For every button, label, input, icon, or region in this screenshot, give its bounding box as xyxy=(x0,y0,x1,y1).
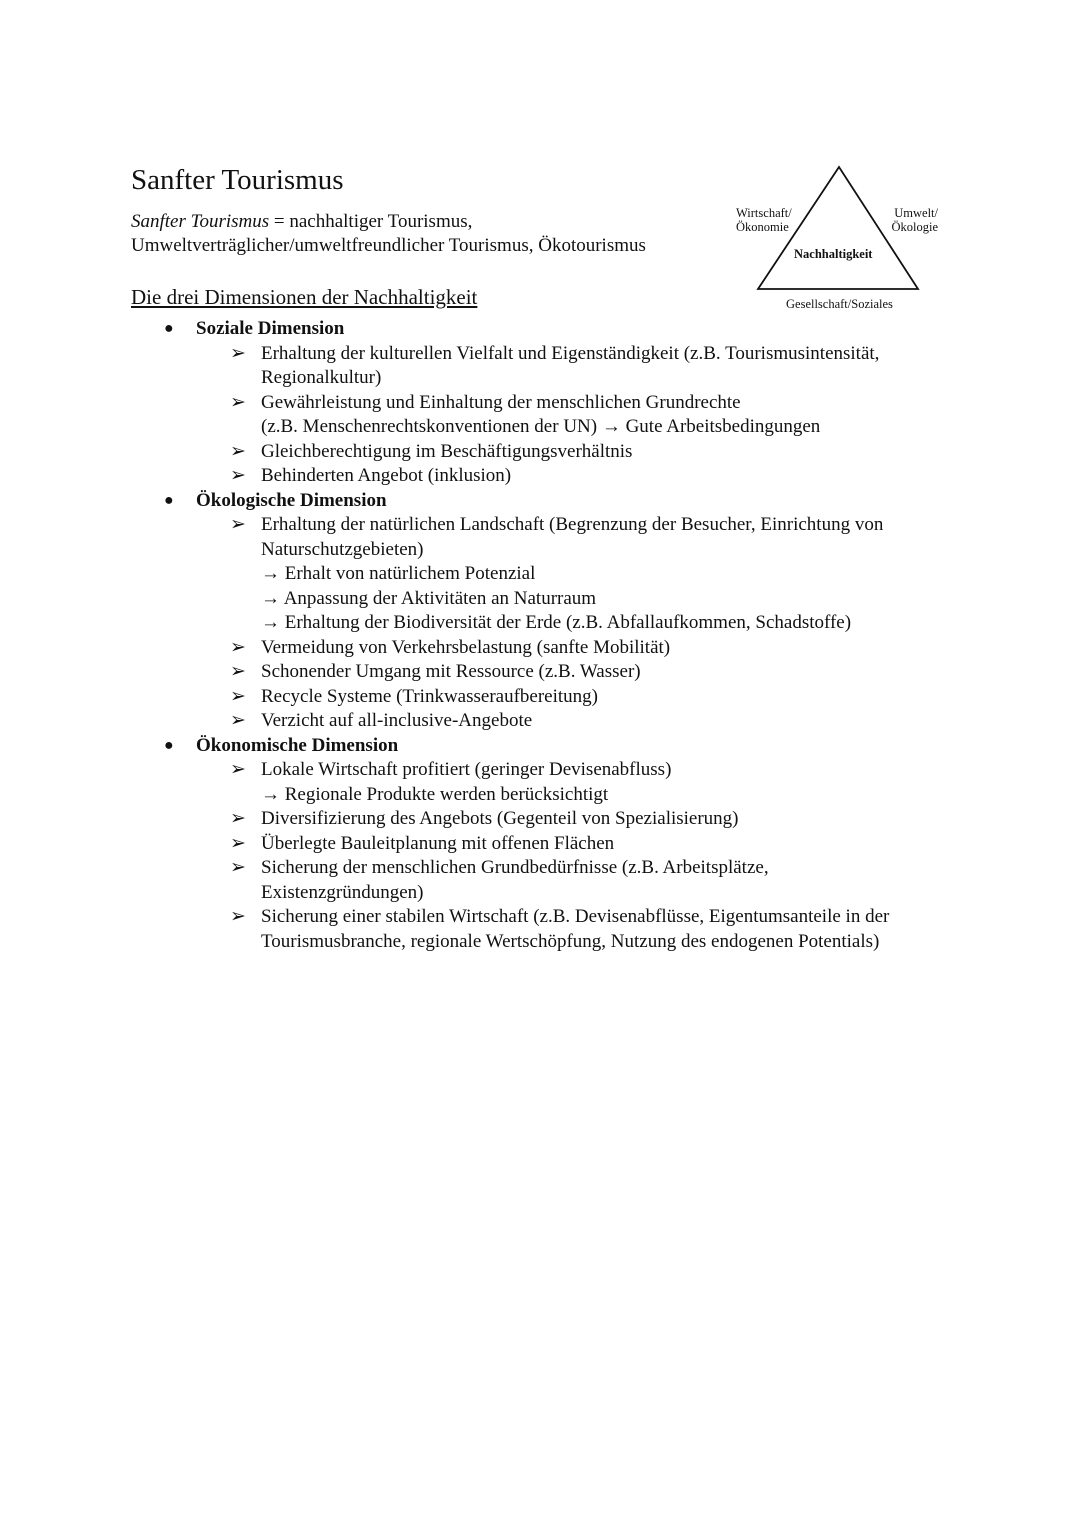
list-item xyxy=(160,440,950,465)
list-item-line: Lokale Wirtschaft profitiert (geringer Devisenabfluss) xyxy=(261,759,672,780)
definition xyxy=(131,210,731,258)
definition-rest: = nachhaltiger Tourismus, xyxy=(269,211,473,232)
triangle-label-economy-line-1: Wirtschaft/ xyxy=(736,206,792,220)
section-heading: Die drei Dimensionen der Nachhaltigkeit xyxy=(131,285,478,309)
arrow-bullet-icon: ➢ xyxy=(230,440,246,462)
dimension-heading xyxy=(160,734,950,759)
list-item xyxy=(160,856,950,905)
arrow-bullet-icon: ➢ xyxy=(230,808,246,829)
sustainability-triangle xyxy=(728,160,948,320)
list-item-line: (z.B. Menschenrechtskonventionen der UN) → Gute Arbeitsbedingungen xyxy=(261,416,821,437)
list-item xyxy=(160,513,950,562)
list-item xyxy=(160,342,950,391)
sub-item: → Anpassung der Aktivitäten an Naturraum xyxy=(261,587,597,609)
list-item-line: Erhaltung der kulturellen Vielfalt und Eigenständigkeit (z.B. Tourismusintensität, xyxy=(261,342,880,364)
list-item xyxy=(160,685,950,710)
list-item-line: Regionalkultur) xyxy=(261,367,382,388)
dimension-heading xyxy=(160,317,950,342)
triangle-label-ecology xyxy=(882,206,938,234)
list-item xyxy=(160,758,950,783)
list-item xyxy=(160,807,950,832)
arrow-bullet-icon: ➢ xyxy=(230,514,246,535)
list-item-line: Schonender Umgang mit Ressource (z.B. Wasser) xyxy=(261,661,641,682)
triangle-shape xyxy=(728,160,948,320)
sub-item: → Erhaltung der Biodiversität der Erde (z.B. Abfallaufkommen, Schadstoffe) xyxy=(261,612,852,633)
dimension-title: Ökologische Dimension xyxy=(196,489,387,511)
list-item-line: Sicherung einer stabilen Wirtschaft (z.B. Devisenabflüsse, Eigentumsanteile in der xyxy=(261,906,890,927)
triangle-label-center: Nachhaltigkeit xyxy=(794,247,873,261)
list-item-line: Diversifizierung des Angebots (Gegenteil von Spezialisierung) xyxy=(261,808,739,829)
definition-term: Sanfter Tourismus xyxy=(131,211,270,232)
list-item-line: Gleichberechtigung im Beschäftigungsverhältnis xyxy=(261,440,633,462)
arrow-bullet-icon: ➢ xyxy=(230,661,246,682)
dimensions-list xyxy=(160,317,950,954)
triangle-label-economy xyxy=(736,206,792,234)
bullet-icon: ● xyxy=(164,320,174,337)
arrow-bullet-icon: ➢ xyxy=(230,759,246,780)
dimension-title: Soziale Dimension xyxy=(196,318,345,339)
list-item-line: Recycle Systeme (Trinkwasseraufbereitung) xyxy=(261,685,598,707)
list-item xyxy=(160,391,950,440)
list-item-line: Behinderten Angebot (inklusion) xyxy=(261,465,512,486)
list-item xyxy=(160,905,950,954)
bullet-icon: ● xyxy=(164,491,174,509)
list-item xyxy=(160,709,950,734)
arrow-bullet-icon: ➢ xyxy=(230,832,246,854)
sub-item: → Regionale Produkte werden berücksichtigt xyxy=(261,783,609,805)
list-item-line: Existenzgründungen) xyxy=(261,881,424,903)
list-item xyxy=(160,636,950,661)
arrow-bullet-icon: ➢ xyxy=(230,342,246,364)
definition-line-2: Umweltverträglicher/umweltfreundlicher Tourismus, Ökotourismus xyxy=(131,235,646,256)
arrow-bullet-icon: ➢ xyxy=(230,465,246,486)
arrow-bullet-icon: ➢ xyxy=(230,636,246,658)
arrow-bullet-icon: ➢ xyxy=(230,391,246,413)
triangle-label-ecology-line-2: Ökologie xyxy=(891,220,938,234)
list-item xyxy=(160,660,950,685)
arrow-bullet-icon: ➢ xyxy=(230,685,246,707)
list-item-line: Sicherung der menschlichen Grundbedürfnisse (z.B. Arbeitsplätze, xyxy=(261,857,769,878)
list-item-line: Vermeidung von Verkehrsbelastung (sanfte Mobilität) xyxy=(261,636,671,658)
arrow-bullet-icon: ➢ xyxy=(230,906,246,927)
bullet-icon: ● xyxy=(164,736,174,754)
list-item-line: Überlegte Bauleitplanung mit offenen Flächen xyxy=(261,832,615,854)
triangle-label-ecology-line-1: Umwelt/ xyxy=(894,206,938,220)
page-title: Sanfter Tourismus xyxy=(131,164,344,196)
list-item xyxy=(160,832,950,857)
arrow-bullet-icon: ➢ xyxy=(230,857,246,878)
dimension-title: Ökonomische Dimension xyxy=(196,734,399,756)
sub-item: → Erhalt von natürlichem Potenzial xyxy=(261,563,536,584)
triangle-label-society: Gesellschaft/Soziales xyxy=(786,297,893,311)
list-item xyxy=(160,464,950,489)
dimension-heading xyxy=(160,489,950,514)
list-item-line: Gewährleistung und Einhaltung der menschlichen Grundrechte xyxy=(261,391,741,413)
list-item-line: Erhaltung der natürlichen Landschaft (Begrenzung der Besucher, Einrichtung von xyxy=(261,514,884,535)
triangle-label-economy-line-2: Ökonomie xyxy=(736,220,789,234)
arrow-bullet-icon: ➢ xyxy=(230,710,246,731)
list-item-line: Naturschutzgebieten) xyxy=(261,538,424,560)
definition-line-1 xyxy=(131,210,731,234)
list-item-line: Verzicht auf all-inclusive-Angebote xyxy=(261,710,533,731)
list-item-line: Tourismusbranche, regionale Wertschöpfung, Nutzung des endogenen Potentials) xyxy=(261,930,880,952)
